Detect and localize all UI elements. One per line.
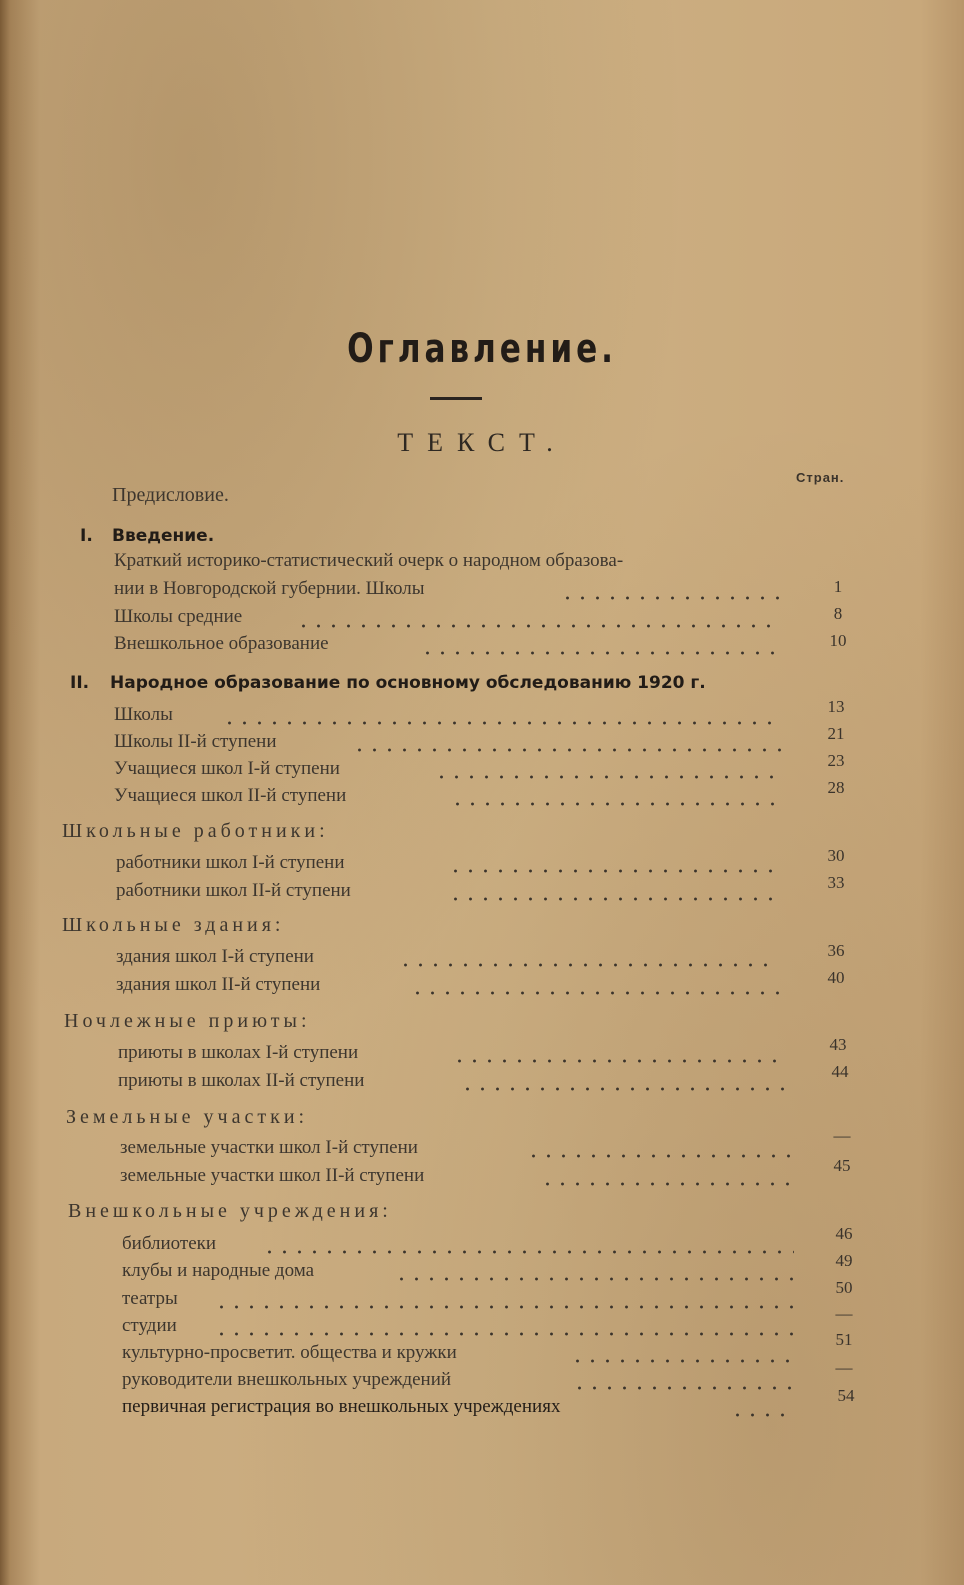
group-heading: Внешкольные учреждения:	[68, 1200, 392, 1222]
section-subtitle: ТЕКСТ.	[397, 428, 567, 457]
page-number: 45	[833, 1156, 851, 1175]
dot-leader	[398, 963, 778, 967]
dot-leader	[448, 897, 782, 901]
toc-entry: культурно-просветит. общества и кружки	[122, 1342, 457, 1363]
page-number: 44	[831, 1062, 849, 1081]
dot-leader	[296, 624, 782, 628]
page-column-header: Стран.	[796, 470, 845, 485]
section1-heading: Введение.	[112, 526, 215, 546]
page-number: 36	[827, 941, 845, 960]
page-number: 49	[835, 1251, 853, 1270]
dot-leader	[560, 596, 782, 600]
page-number: 8	[833, 604, 843, 623]
title-rule	[430, 397, 482, 400]
page-number: 13	[827, 697, 845, 716]
section1-numeral: I.	[80, 526, 93, 546]
dot-leader	[262, 1250, 794, 1254]
dot-leader	[214, 1332, 794, 1336]
page-number: 51	[835, 1330, 853, 1349]
dot-leader	[214, 1305, 794, 1309]
preface-entry: Предисловие.	[112, 484, 229, 506]
page-number: 1	[833, 577, 843, 596]
toc-entry-line: Краткий историко-статистический очерк о народном образова-	[114, 550, 624, 571]
page-number: 28	[827, 778, 845, 797]
toc-entry: здания школ I-й ступени	[116, 946, 314, 967]
dot-leader	[452, 1059, 786, 1063]
toc-entry-line: нии в Новгородской губернии. Школы	[114, 578, 425, 599]
section2-heading: Народное образование по основному обследованию 1920 г.	[110, 673, 706, 693]
section2-numeral: II.	[70, 673, 90, 693]
page-number: 46	[835, 1224, 853, 1243]
group-heading: Школьные здания:	[62, 914, 285, 936]
toc-entry: приюты в школах II-й ступени	[118, 1070, 365, 1091]
dot-leader	[450, 802, 782, 806]
page-number: —	[833, 1126, 851, 1145]
dot-leader	[460, 1087, 794, 1091]
toc-entry: работники школ II-й ступени	[116, 880, 351, 901]
dot-leader	[572, 1386, 794, 1390]
toc-entry: Школы	[114, 704, 173, 725]
dot-leader	[394, 1277, 794, 1281]
dot-leader	[352, 748, 782, 752]
page-number: 54	[837, 1386, 855, 1405]
page-number: 21	[827, 724, 845, 743]
group-heading: Земельные участки:	[66, 1106, 309, 1128]
toc-entry: работники школ I-й ступени	[116, 852, 345, 873]
toc-entry: приюты в школах I-й ступени	[118, 1042, 359, 1063]
toc-entry: здания школ II-й ступени	[116, 974, 321, 995]
dot-leader	[570, 1359, 794, 1363]
dot-leader	[526, 1154, 790, 1158]
toc-entry: театры	[122, 1288, 178, 1309]
page-number: —	[835, 1304, 853, 1323]
dot-leader	[222, 721, 782, 725]
toc-entry: клубы и народные дома	[122, 1260, 315, 1281]
dot-leader	[434, 775, 782, 779]
page-number: 43	[829, 1035, 847, 1054]
dot-leader	[420, 651, 782, 655]
toc-entry: Школы II-й ступени	[114, 731, 277, 752]
group-heading: Школьные работники:	[62, 820, 329, 842]
dot-leader	[448, 869, 778, 873]
toc-entry: библиотеки	[122, 1233, 217, 1254]
page-number: 40	[827, 968, 845, 987]
page-number: 50	[835, 1278, 853, 1297]
dot-leader	[410, 991, 784, 995]
toc-entry: земельные участки школ I-й ступени	[120, 1137, 418, 1158]
page-number: —	[835, 1358, 853, 1377]
toc-entry: земельные участки школ II-й ступени	[120, 1165, 425, 1186]
toc-entry: Школы средние	[114, 606, 243, 627]
toc-entry: руководители внешкольных учреждений	[122, 1369, 452, 1390]
dot-leader	[540, 1182, 792, 1186]
toc-entry: первичная регистрация во внешкольных учреждениях	[122, 1396, 561, 1417]
group-heading: Ночлежные приюты:	[64, 1010, 311, 1032]
page-number: 10	[829, 631, 847, 650]
page-number: 33	[827, 873, 845, 892]
toc-entry: Внешкольное образование	[114, 633, 329, 654]
toc-entry: Учащиеся школ I-й ступени	[114, 758, 340, 779]
toc-entry: студии	[122, 1315, 177, 1336]
toc-entry: Учащиеся школ II-й ступени	[114, 785, 347, 806]
dot-leader	[730, 1413, 794, 1417]
page-title: Оглавление.	[347, 326, 617, 372]
page-number: 30	[827, 846, 845, 865]
page-number: 23	[827, 751, 845, 770]
